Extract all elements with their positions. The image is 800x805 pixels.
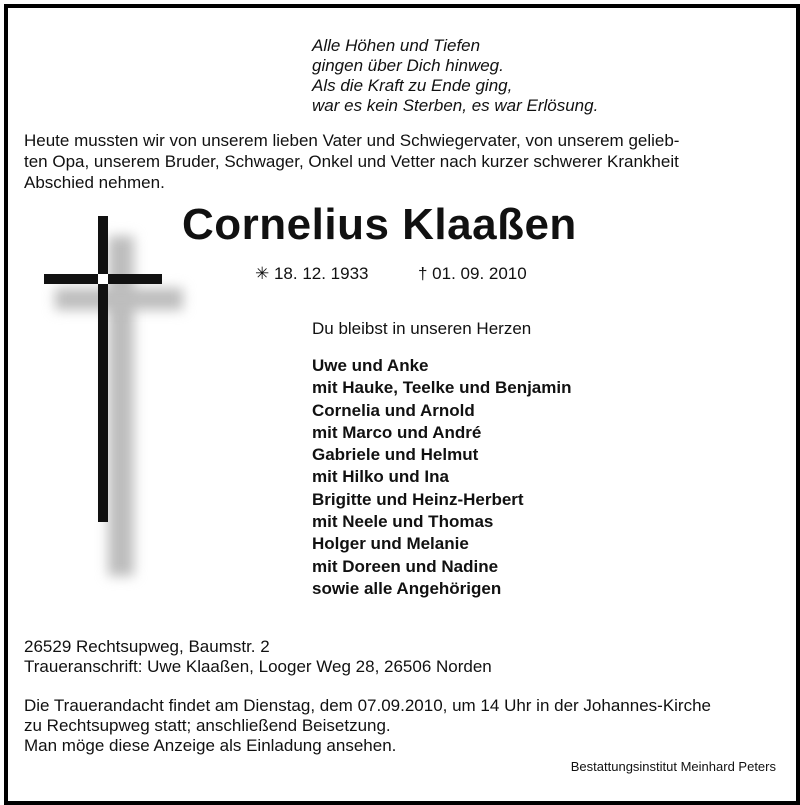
family-member: Gabriele und Helmut [312, 445, 479, 465]
intro-line: ten Opa, unserem Bruder, Schwager, Onkel und Vetter nach kurzer schwerer Krankheit [24, 152, 679, 171]
service-info [24, 696, 711, 756]
family-member: mit Marco und André [312, 422, 482, 442]
poem-line: Als die Kraft zu Ende ging, [312, 76, 513, 95]
remembrance-line: Du bleibst in unseren Herzen [312, 319, 532, 338]
undertaker-name: Bestattungsinstitut Meinhard Peters [570, 759, 776, 774]
service-line: Die Trauerandacht findet am Dienstag, dem 07.09.2010, um 14 Uhr in der Johannes-Kirche [24, 696, 712, 715]
poem-line: gingen über Dich hinweg. [312, 56, 504, 75]
address-line: 26529 Rechtsupweg, Baumstr. 2 [24, 637, 270, 656]
intro-line: Heute mussten wir von unserem lieben Vater und Schwiegervater, von unserem gelieb- [24, 131, 680, 150]
family-member: Holger und Melanie [312, 534, 469, 554]
intro-line: Abschied nehmen. [24, 173, 165, 192]
poem [312, 36, 598, 116]
deceased-name: Cornelius Klaaßen [182, 200, 577, 249]
family-list [312, 355, 571, 600]
family-member: sowie alle Angehörigen [312, 578, 502, 598]
family-member: mit Doreen und Nadine [312, 556, 499, 576]
birth-date: ✳ 18. 12. 1933 [255, 264, 369, 283]
family-member: mit Hauke, Teelke und Benjamin [312, 378, 572, 398]
family-member: Cornelia und Arnold [312, 400, 475, 420]
address-block [24, 637, 492, 677]
family-member: Uwe und Anke [312, 356, 429, 375]
family-member: mit Hilko und Ina [312, 467, 449, 487]
poem-line: Alle Höhen und Tiefen [312, 36, 481, 55]
death-date: † 01. 09. 2010 [418, 264, 527, 283]
family-member: mit Neele und Thomas [312, 512, 494, 532]
intro-text [24, 130, 764, 193]
family-member: Brigitte und Heinz-Herbert [312, 489, 524, 509]
service-line: Man möge diese Anzeige als Einladung ansehen. [24, 736, 397, 755]
service-line: zu Rechtsupweg statt; anschließend Beisetzung. [24, 716, 391, 735]
poem-line: war es kein Sterben, es war Erlösung. [312, 96, 599, 115]
address-line: Traueranschrift: Uwe Klaaßen, Looger Weg 28, 26506 Norden [24, 657, 492, 676]
